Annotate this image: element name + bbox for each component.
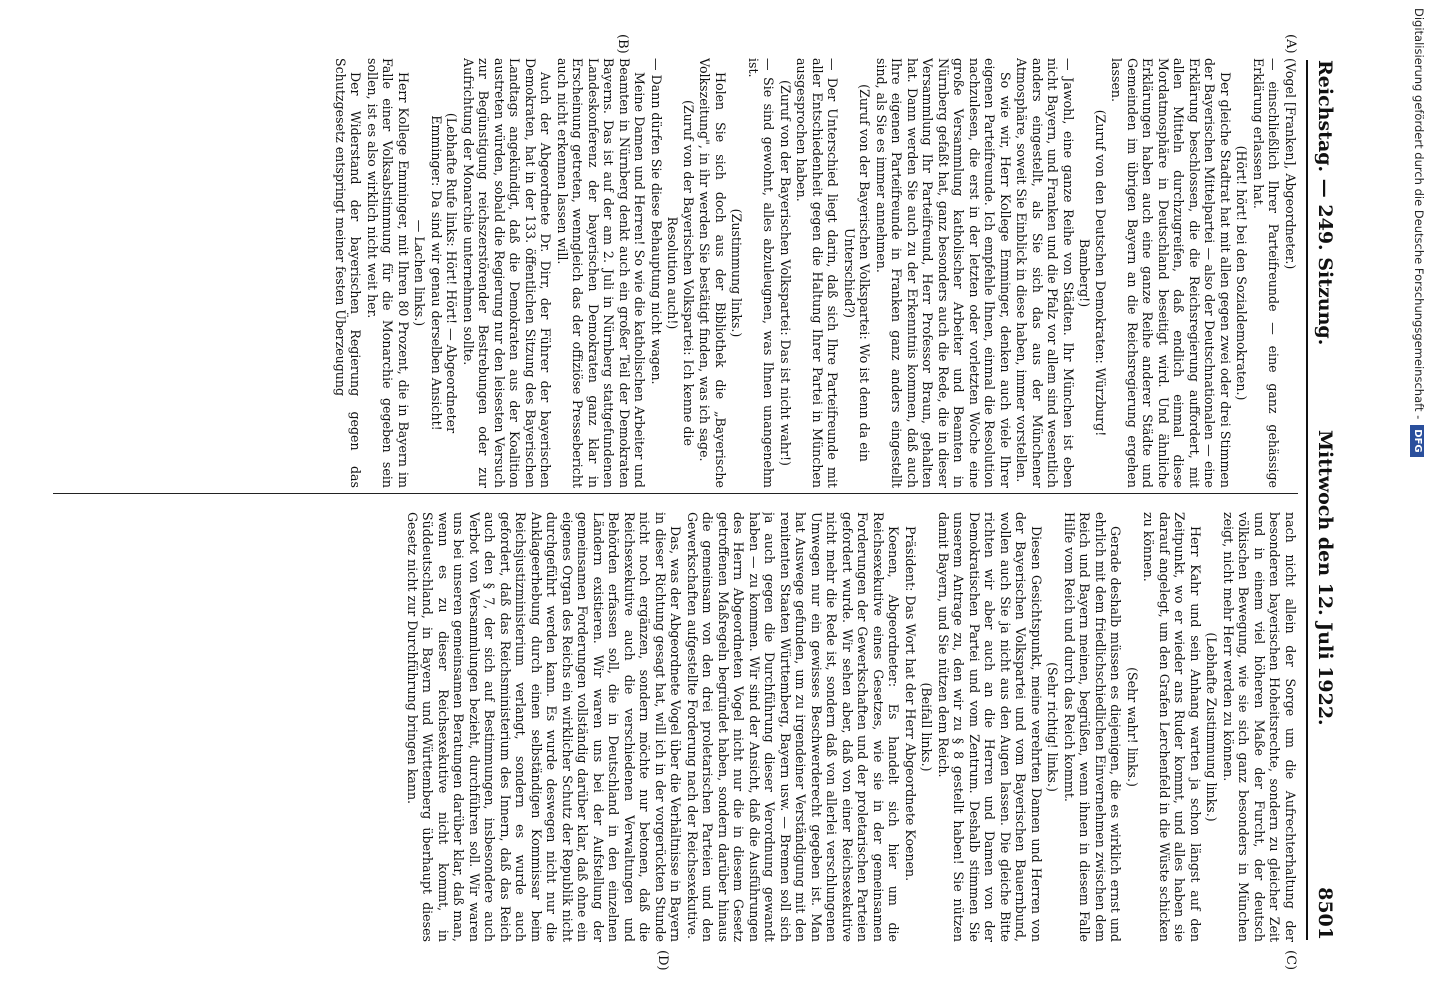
interjection: (Zuruf von der Bayerischen Volkspartei: Wo ist denn da ein Unterschied?) [842, 84, 873, 462]
interjection: (Zuruf von der Bayerischen Volkspartei: Das ist nicht wahr!) [778, 80, 793, 466]
dfg-logo: DFG [1410, 425, 1424, 456]
left-column [48, 58, 1298, 488]
paragraph: Der Widerstand der bayerischen Regierung gegen das Schutzgesetz entspringt meiner festen Überzeugung [333, 58, 364, 488]
paragraph: Meine Damen und Herren! So wie die katholischen Arbeiter und Beamten in Nürnberg denkt auch ein großer Teil der Demokraten Bayerns. Das ist auf der am 2. Juli in Nürnberg stattgefundenen Landeskonferenz der bayerischen Demokraten ganz klar in Erscheinung getreten, wenngleich das der offiziöse Pressebericht auch nicht erkennen lassen will. [555, 58, 648, 488]
paragraph: nach nicht allein der Sorge um die Aufrechterhaltung der besonderen bayerischen Hoheitsrechte, sondern zu gleicher Zeit und in einem viel höheren Maße der Furcht, der deutsch völkischen Bewegung, wie sie sich ganz besonders in München zeigt, nicht mehr Herr werden zu können. [1221, 512, 1298, 942]
paragraph: Gerade deshalb müssen es diejenigen, die es wirklich ernst und ehrlich mit dem friedlichschiedlichen Einvernehmen zwischen dem Reich und Bayern meinen, begrüßen, wenn ihnen in diesem Falle Hilfe vom Reich und durch das Reich kommt. [1062, 512, 1124, 942]
dfg-watermark [1410, 8, 1432, 992]
margin-letter-b: (B) [615, 34, 630, 54]
interjection: (Sehr richtig! links.) [1045, 662, 1061, 792]
interjection: — Lachen links.) [412, 219, 428, 327]
interjection: (Beifall links.) [919, 682, 935, 772]
header-date: Mittwoch den 12. Juli 1922. [1314, 430, 1336, 726]
margin-letter-a: (A) [1283, 34, 1298, 54]
interjection: (Zuruf von den Deutschen Demokraten: Würzburg! Bamberg!) [1077, 109, 1108, 437]
watermark-text: Digitalisierung gefördert durch die Deutsche Forschungsgemeinschaft - [1412, 8, 1426, 420]
paragraph: Der gleiche Stadtrat hat mit allen gegen zwei oder drei Stimmen der Bayerischen Mittelpartei — also der Deutschnationalen — eine Erklärung beschlossen, die die Reichsregierung auffordert, mit allen Mitteln durchzugreifen, daß endlich einmal diese Mordatmosphäre in Deutschland beseitigt wird. Und ähnliche Erklärungen haben auch eine ganze Reihe anderer Städte und Gemeinden im übrigen Bayern an die Reichsregierung ergehen lassen. [1109, 58, 1233, 488]
paragraph: Herr Kahr und sein Anhang warten ja schon längst auf den Zeitpunkt, wo er wieder ans Ruder kommt, und alles haben sie darauf angelegt, um den Grafen Lerchenfeld in die Wüste schicken zu können. [1141, 512, 1203, 942]
paragraph: — Der Unterschied liegt darin, daß sich Ihre Parteifreunde mit aller Entschiedenheit gegen die Haltung Ihrer Partei in München ausgesprochen haben. [794, 58, 841, 488]
interjection: (Lebhafte Zustimmung links.) [1204, 632, 1220, 822]
paragraph: So wie wir, Herr Kollege Emminger, denken auch viele Ihrer eigenen Parteifreunde. Ich empfehle Ihnen, einmal die Resolution nachzulesen, die erst in der letzten oder vorletzten Woche eine große Versammlung katholischer Arbeiter und Beamten in Nürnberg gefaßt hat, ganz besonders auch die Rede, die in dieser Versammlung Ihr Parteifreund, Herr Professor Braun, gehalten hat. Dann werden Sie auch zu der Erkenntnis kommen, daß auch Ihre eigenen Parteifreunde in Franken ganz anders eingestellt sind, als Sie es immer annehmen. [874, 58, 1013, 488]
column-divider [53, 493, 1298, 494]
right-column [48, 512, 1298, 942]
paragraph: Diesen Gesichtspunkt, meine verehrten Damen und Herren von der Bayerischen Volkspartei und vom Bayerischen Bauernbund, wollen auch Sie ja nicht aus den Augen lassen. Die gleiche Bitte richten wir aber auch an die Herren und Damen von der Demokratischen Partei und vom Zentrum. Deshalb stimmen Sie unserem Antrage zu, den wir zu § 8 gestellt haben! Sie nützen damit Bayern, und Sie nützen dem Reich. [936, 512, 1044, 942]
header-left: Reichstag. — 249. Sitzung. [1314, 60, 1336, 346]
margin-letter-d: (D) [655, 950, 670, 971]
interjection: (Sehr wahr! links.) [1125, 667, 1140, 787]
margin-letter-c: (C) [1283, 950, 1298, 971]
paragraph: — Sie sind gewohnt, alles abzuleugnen, was Ihnen unangenehm ist. [746, 58, 777, 488]
paragraph: Herr Kollege Emminger, mit Ihren 80 Prozent, die in Bayern im Falle einer Volksabstimmung für die Monarchie gegeben sein sollen, ist es also wirklich nicht weit her. [365, 58, 411, 488]
rotated-scanned-page [20, 0, 1390, 1000]
paragraph: Holen Sie sich doch aus der Bibliothek die „Bayerische Volkszeitung", in ihr werden Sie bestätigt finden, was ich sage. [697, 58, 728, 488]
page-number: 8501 [1314, 887, 1336, 940]
paragraph: Auch der Abgeordnete Dr. Dirr, der Führer der bayerischen Demokraten, hat in der 133. öffentlichen Sitzung des Bayerischen Landtags angekündigt, daß die Demokraten aus der Koalition austreten würden, sobald die Regierung nur den leisesten Versuch zur Begünstigung reichszerstörender Bestrebungen oder zur Aufrichtung der Monarchie unternehmen sollte. [461, 58, 554, 488]
speaker-note: (Vogel [Franken], Abgeordneter.) [1283, 58, 1298, 270]
paragraph: — Jawohl, eine ganze Reihe von Städten. Ihr München ist eben nicht Bayern, und Franken und die Pfalz vor allem sind wesentlich anders eingestellt, als Sie sich das aus der Münchener Atmosphäre, soweit Sie Einblick in diese haben, immer vorstellen. [1014, 58, 1076, 488]
paragraph: — einschließlich Ihrer Parteifreunde — eine ganz gehässige Erklärung erlassen hat. [1251, 58, 1282, 488]
speech-koenen: Koenen, Abgeordneter: Es handelt sich hier um die Reichsexekutive eines Gesetzes, wie sie in der gemeinsamen Forderungen der Gewerkschaften und der proletarischen Parteien gefordert wurde. Wir sehen aber, daß von einer Reichsexekutive nicht mehr die Rede ist, sondern daß von allerlei verschlungenen Umwegen nur ein gewisses Beschwerderecht gegeben ist. Man hat Auswege gefunden, um zu irgendeiner Verständigung mit den renitenten Staaten Württemberg, Bayern usw. — Bremen soll sich ja auch gegen die Durchführung dieser Verordnung gewandt haben — zu kommen. Wir sind der Ansicht, daß die Ausführungen des Herrn Abgeordneten Vogel nicht nur die in diesem Gesetz getroffenen Maßregeln begründet haben, sondern darüber hinaus die gemeinsam von den drei proletarischen Parteien und den Gewerkschaften aufgestellte Forderung nach der Reichsexekutive. [685, 512, 902, 942]
interjection: (Zuruf von der Bayerischen Volkspartei: Ich kenne die Resolution auch!) [665, 100, 696, 446]
paragraph: Das, was der Abgeordnete Vogel über die Verhältnisse in Bayern in dieser Richtung gesagt hat, will ich in der vorgerückten Stunde nicht noch ergänzen, sondern möchte nur betonen, daß die Reichsexekutive auch die verschiedenen Verwaltungen und Behörden erfassen soll, die in Deutschland in den einzelnen Ländern existieren. Wir waren uns bei der Aufstellung der gemeinsamen Forderungen vollständig darüber klar, daß ohne ein eigenes Organ des Reichs ein wirklicher Schutz der Republik nicht durchgeführt werden kann. Es wurde deswegen nicht nur die Anklageerhebung durch einen selbständigen Kommissar beim Reichsjustizministerium verlangt, sondern es wurde auch gefordert, daß das Reichsministerium des Innern, daß das Reich auch den § 7, der sich auf Bestimmungen, insbesondere auch Verbot von Versammlungen bezieht, durchführen soll. Wir waren uns bei unseren gemeinsamen Beratungen darüber klar, daß man, wenn es zu dieser Reichsexekutive nicht kommt, in Süddeutschland, in Bayern und Württemberg überhaupt dieses Gesetz nicht zur Durchführung bringen kann. [405, 512, 684, 942]
interjection: (Lebhafte Rufe links: Hört! Hört! — Abgeordneter Emminger: Da sind wir genau derselben Ansicht! [429, 112, 460, 434]
interjection: (Hört! hört! bei den Sozialdemokraten.) [1234, 145, 1250, 401]
paragraph: — Dann dürfen Sie diese Behauptung nicht wagen. [649, 58, 664, 385]
interjection: (Zustimmung links.) [729, 208, 745, 338]
president-statement: Präsident: Das Wort hat der Herr Abgeordnete Koenen. [903, 526, 918, 882]
page-header [1306, 60, 1338, 940]
